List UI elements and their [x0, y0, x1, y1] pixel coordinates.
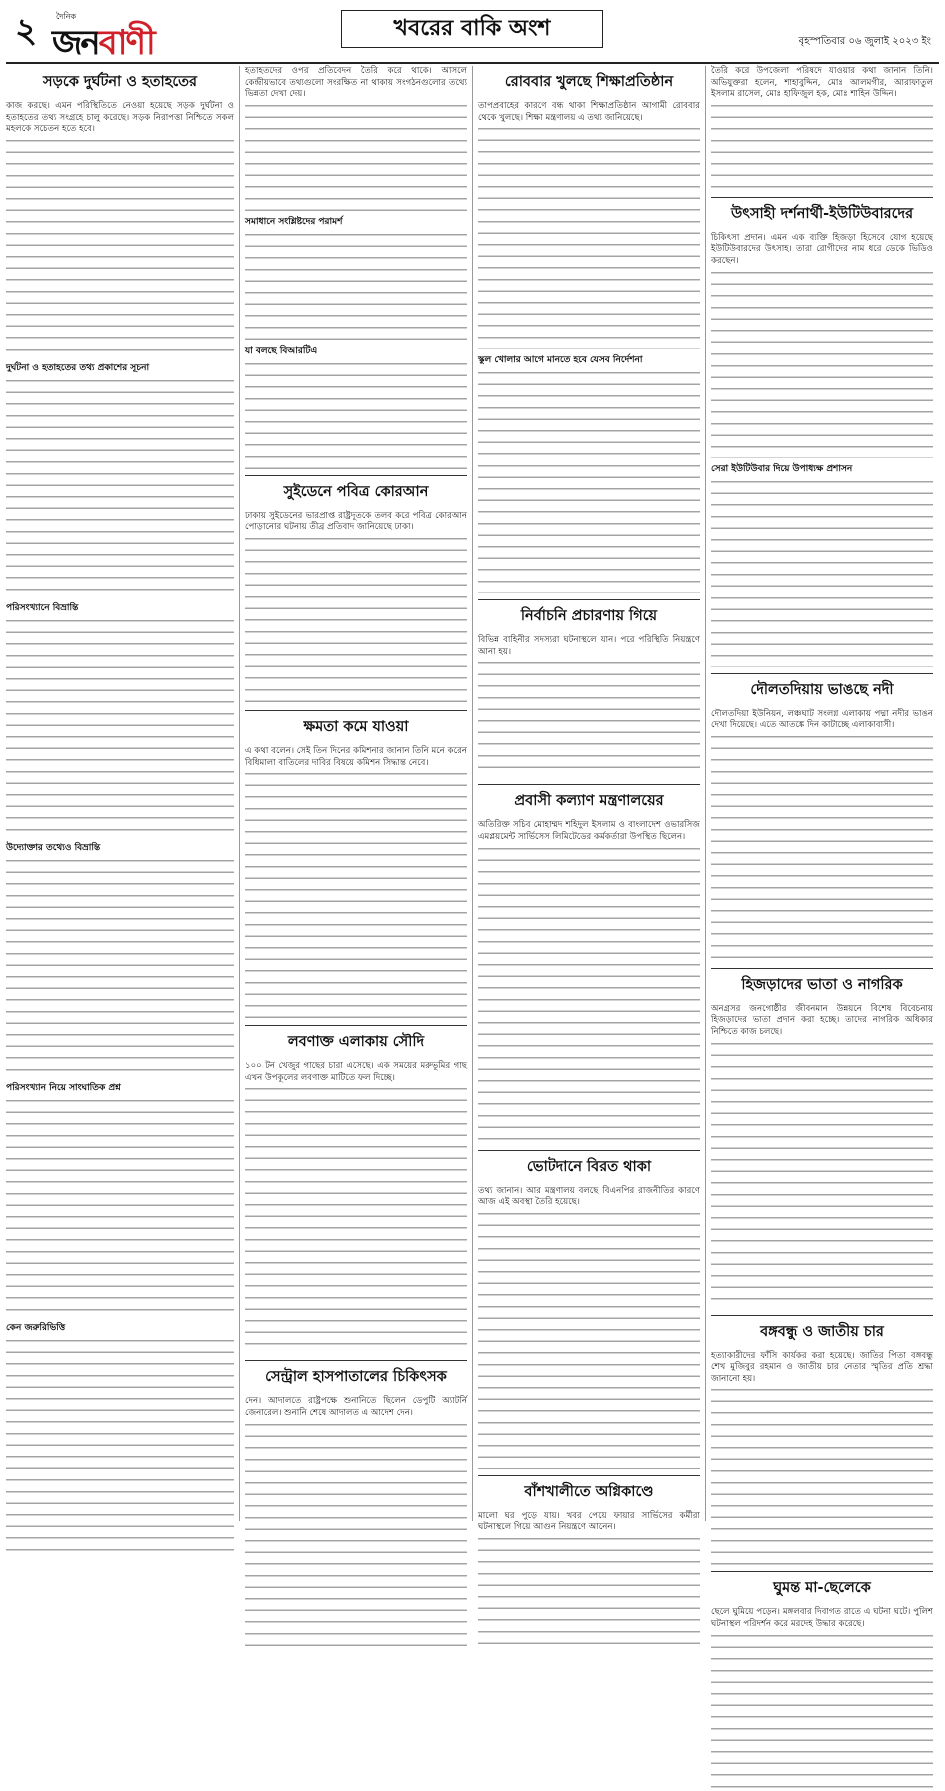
article-body: [711, 1039, 933, 1309]
logo-name-part1: জন: [52, 23, 99, 63]
article-body: [6, 616, 234, 837]
article: [711, 673, 933, 962]
article-lead: চিকিৎসা প্রদান। এমন এক ব্যক্তি হিজড়া হিসেবে যোগ হয়েছে ইউটিউবারদের উৎসাহ। তারা রোগীদের নাম ধরে ডেকে ভিডিও করছেন।: [711, 232, 933, 266]
article-lead: তাপপ্রবাহের কারণে বন্ধ থাকা শিক্ষাপ্রতিষ্ঠান আগামী রোববার থেকে খুলছে। শিক্ষা মন্ত্রণালয় এ তথ্য জানিয়েছে।: [478, 101, 700, 123]
publication-date: বৃহস্পতিবার ০৬ জুলাই ২০২৩ ইং: [798, 36, 931, 47]
column-1: [6, 66, 239, 1521]
article-headline: সড়কে দুর্ঘটনা ও হতাহতের: [42, 74, 198, 90]
article-headline: ঘুমন্ত মা-ছেলেকে: [711, 1571, 933, 1605]
article-body: [6, 376, 234, 597]
column-4: [705, 66, 938, 1629]
article-body: [711, 732, 933, 962]
article: [711, 1315, 933, 1566]
article: [245, 1360, 467, 1649]
article-body: [711, 477, 933, 667]
article-subhead: সমাধানে সংশ্লিষ্টদের পরামর্শ: [245, 216, 343, 227]
article: [711, 968, 933, 1309]
article-headline: বাঁশখালীতে অগ্নিকাণ্ডে: [478, 1475, 700, 1509]
article-headline: সেন্ট্রাল হাসপাতালের চিকিৎসক: [245, 1360, 467, 1394]
article-body: [478, 658, 700, 778]
article-subhead: সেরা ইউটিউবার দিয়ে উপাধ্যক্ষ প্রশাসন: [711, 463, 853, 474]
article-subhead: যা বলছে বিআরটিএ: [245, 345, 318, 356]
article-body: [478, 1534, 700, 1644]
article-headline: বঙ্গবন্ধু ও জাতীয় চার: [711, 1315, 933, 1349]
article: [245, 1025, 467, 1354]
article-lead: হতাহতদের ওপর প্রতিবেদন তৈরি করে থাকে। আসলে কেন্দ্রীয়ভাবে তথ্যগুলো সংরক্ষিত না থাকায় সংগঠনগুলোর তথ্যে ভিন্নতা দেখা দেয়।: [245, 66, 467, 100]
article-lead: দৌলতদিয়া ইউনিয়ন, লঞ্চঘাট সংলগ্ন এলাকায় পদ্মা নদীর ভাঙন দেখা দিয়েছে। এতে আতঙ্কে দিন কাটাচ্ছে এলাকাবাসী।: [711, 708, 933, 731]
article: [245, 475, 467, 704]
article-body: [711, 1631, 933, 1791]
article-body: [478, 124, 700, 349]
article-lead: তৈরি করে উপজেলা পরিষদে যাওয়ার কথা জানান তিনি। অভিযুক্তরা হলেন, শাহাবুদ্দিন, মোঃ আলমগীর, আরাফাতুল ইসলাম রাসেল, মোঃ হাফিজুল হক, মোঃ শাহিন উদ্দিন।: [711, 66, 933, 100]
article-headline: উৎসাহী দর্শনার্থী-ইউটিউবারদের: [711, 197, 933, 231]
logo-name-part2: বাণী: [98, 23, 154, 63]
masthead: [6, 4, 939, 64]
article: [6, 66, 234, 1557]
article-lead: অনগ্রসর জনগোষ্ঠীর জীবনমান উন্নয়নে বিশেষ বিবেচনায় হিজড়াদের ভাতা প্রদান করা হচ্ছে। তাদের নাগরিক অধিকার নিশ্চিতে কাজ চলছে।: [711, 1003, 933, 1037]
article-lead: তথ্য জানান। আর মন্ত্রণালয় বলছে বিএনপির রাজনীতির কারণে আজ এই অবস্থা তৈরি হয়েছে।: [478, 1185, 700, 1208]
article-lead: ছেলে ঘুমিয়ে পড়েন। মঙ্গলবার দিবাগত রাতে এ ঘটনা ঘটে। পুলিশ ঘটনাস্থল পরিদর্শন করে মরদেহ উদ্ধার করেছে।: [711, 1607, 933, 1629]
article-body: [245, 769, 467, 1019]
article-body: [6, 1336, 234, 1557]
article: [478, 66, 700, 593]
newspaper-logo: [52, 11, 172, 63]
page-number: ২: [14, 10, 38, 51]
article-body: [245, 359, 467, 469]
article-subhead: পরিসংখ্যানে বিভ্রান্তি: [6, 602, 79, 613]
article-lead: দেন। আদালতে রাষ্ট্রপক্ষে শুনানিতে ছিলেন ডেপুটি অ্যাটর্নি জেনারেল। শুনানি শেষে আদালত এ আদেশ দেন।: [245, 1396, 467, 1418]
column-2: [239, 66, 472, 1521]
article-lead: হত্যাকারীদের ফাঁসি কার্যকর করা হয়েছে। জাতির পিতা বঙ্গবন্ধু শেখ মুজিবুর রহমান ও জাতীয় চার নেতার স্মৃতির প্রতি শ্রদ্ধা জানানো হয়।: [711, 1350, 933, 1384]
article: [245, 710, 467, 1019]
article-headline: ক্ষমতা কমে যাওয়া: [245, 710, 467, 744]
article-body: [245, 230, 467, 340]
article-body: [245, 534, 467, 704]
article-body: [6, 1096, 234, 1317]
article-body: [245, 1420, 467, 1650]
article-body: [711, 268, 933, 458]
article-body: [245, 101, 467, 211]
article-subhead: কেন জরুরিভিত্তি: [6, 1322, 66, 1333]
article: [478, 1150, 700, 1469]
article-headline: প্রবাসী কল্যাণ মন্ত্রণালয়ের: [478, 784, 700, 818]
article-lead: ঢাকায় সুইডেনের ভারপ্রাপ্ত রাষ্ট্রদূতকে তলব করে পবিত্র কোরআন পোড়ানোর ঘটনায় তীব্র প্রতিবাদ জানিয়েছে ঢাকা।: [245, 510, 467, 533]
article-headline: সুইডেনে পবিত্র কোরআন: [245, 475, 467, 509]
article-headline: ভোটদানে বিরত থাকা: [478, 1150, 700, 1184]
article: [478, 1475, 700, 1644]
article-columns: [6, 66, 939, 1629]
article-body: [478, 844, 700, 1144]
article-body: [478, 1209, 700, 1469]
logo-tagline: দৈনিক: [56, 12, 77, 21]
article-headline: রোববার খুলছে শিক্ষাপ্রতিষ্ঠান: [504, 74, 674, 90]
article-headline: হিজড়াদের ভাতা ও নাগরিক: [711, 968, 933, 1002]
article-subhead: দুর্ঘটনা ও হতাহতের তথ্য প্রকাশের সূচনা: [6, 362, 150, 373]
article: [478, 599, 700, 778]
article-headline: লবণাক্ত এলাকায় সৌদি: [245, 1025, 467, 1059]
article-subhead: স্কুল খোলার আগে মানতে হবে যেসব নির্দেশনা: [478, 355, 643, 366]
article-lead: ১০০ টন খেজুর গাছের চারা এসেছে। এক সময়ের মরুভূমির গাছ এখন উপকূলের লবণাক্ত মাটিতে ফল দিচ্ছে।: [245, 1061, 467, 1083]
article-lead: কাজ করছে। এমন পরিস্থিতিতে নেওয়া হয়েছে সড়ক দুর্ঘটনা ও হতাহতের তথ্য সংগ্রহে চালু করেছে। সড়ক নিরাপত্তা নিশ্চিতে সকল মহলকে সচেতন হতে হবে।: [6, 101, 234, 135]
article-headline: দৌলতদিয়ায় ভাঙছে নদী: [711, 673, 933, 707]
article: [478, 784, 700, 1143]
article-lead: এ কথা বলেন। সেই তিন দিনের কমিশনার জানান তিনি মনে করেন বিধিমালা বাতিলের দাবির বিষয়ে কমিশন সিদ্ধান্ত নেবে।: [245, 745, 467, 768]
article-body: [711, 101, 933, 191]
article-body: [6, 856, 234, 1077]
article-headline: নির্বাচনি প্রচারণায় গিয়ে: [478, 599, 700, 633]
article-lead: বিভিন্ন বাহিনীর সদস্যরা ঘটনাস্থলে যান। পরে পরিস্থিতি নিয়ন্ত্রণে আনা হয়।: [478, 635, 700, 657]
section-title: খবরের বাকি অংশ: [341, 10, 603, 48]
article-lead: মালো ঘর পুড়ে যায়। খবর পেয়ে ফায়ার সার্ভিসের কর্মীরা ঘটনাস্থলে গিয়ে আগুন নিয়ন্ত্রণে আনেন।: [478, 1510, 700, 1533]
article-subhead: উদ্যোক্তার তথ্যেও বিভ্রান্তি: [6, 842, 101, 853]
article: [711, 197, 933, 667]
article: [711, 66, 933, 191]
article-body: [711, 1385, 933, 1565]
column-3: [472, 66, 705, 1533]
article-body: [478, 368, 700, 593]
article: [245, 66, 467, 469]
article-body: [245, 1084, 467, 1354]
article: [711, 1571, 933, 1790]
article-subhead: পরিসংখ্যান নিয়ে সাংঘাতিক প্রশ্ন: [6, 1082, 121, 1093]
article-lead: অতিরিক্ত সচিব মোহাম্মদ শহিদুল ইসলাম ও বাংলাদেশ ওভারসিজ এমপ্লয়মেন্ট সার্ভিসেস লিমিটেডের কর্মকর্তারা উপস্থিত ছিলেন।: [478, 820, 700, 842]
article-body: [6, 136, 234, 357]
